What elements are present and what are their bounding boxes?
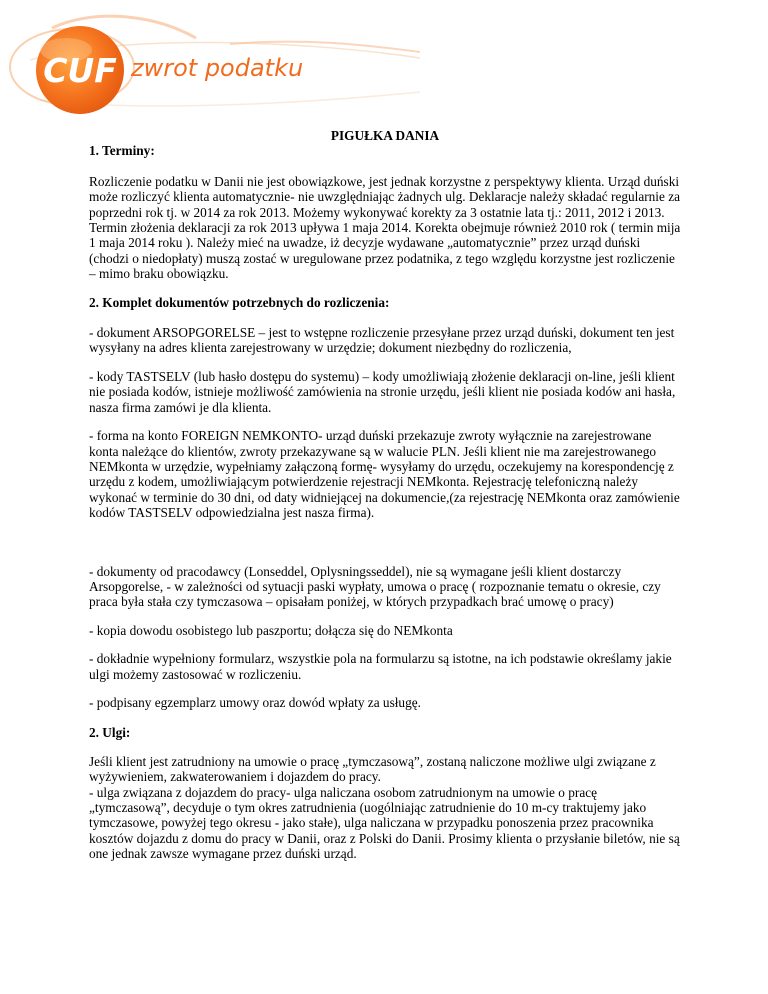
paragraph: Jeśli klient jest zatrudniony na umowie o pracę „tymczasową”, zostaną naliczone możliwe ulgi związane z wyżywieniem, zakwaterowaniem i dojazdem do pracy. <box>89 753 656 785</box>
document-body <box>89 124 681 862</box>
list-item: - forma na konto FOREIGN NEMKONTO- urząd duński przekazuje zwroty wyłącznie na zarejestrowane konta należące do klientów, zwroty przekazywane są w walucie PLN. Jeśli klient nie ma zarejestrowanego NEMkonta w urzędzie, wypełniamy załączoną formę- wysyłamy do urzędu, oczekujemy na korespondencję z urzędu z kodem, umożliwiającym potwierdzenie rejestracji NEMkonta. Rejestrację telefoniczną należy wykonać w terminie do 30 dni, od daty widniejącej na dokumencie,(za rejestrację NEMkonta oraz zamówienie kodów TASTSELV odpowiedzialna jest nasza firma). <box>89 428 680 521</box>
cuf-logo <box>0 0 768 126</box>
paragraph: Rozliczenie podatku w Danii nie jest obowiązkowe, jest jednak korzystne z perspektywy klienta. Urząd duński może rozliczyć klienta automatycznie- nie uwzględniając żadnych ulg. Deklaracje należy składać regularnie za poprzedni rok tj. w 2014 za rok 2013. Możemy wykonywać korekty za 3 ostatnie lata tj.: 2011, 2012 i 2013. Termin złożenia deklaracji za rok 2013 upływa 1 maja 2014. Korekta obejmuje również 2010 rok ( termin mija 1 maja 2014 roku ). Należy mieć na uwadze, iż decyzje wydawane „automatycznie” przez urząd duński (chodzi o niedopłaty) muszą zostać w uregulowane przez podatnika, z tego względu korzystne jest rozliczenie – mimo braku obowiązku. <box>89 173 681 282</box>
list-item: - dokumenty od pracodawcy (Lonseddel, Oplysningsseddel), nie są wymagane jeśli klient dostarczy Arsopgorelse, - w zależności od sytuacji paski wypłaty, umowa o pracę ( rozpoznanie tematu o okresie, czy praca była stała czy tymczasowa – opisałam poniżej, w których przypadkach brać umowę o pracy) <box>89 563 661 610</box>
list-item: - kopia dowodu osobistego lub paszportu; dołącza się do NEMkonta <box>89 622 453 638</box>
list-item: - kody TASTSELV (lub hasło dostępu do systemu) – kody umożliwiają złożenie deklaracji on-line, jeśli klient nie posiada kodów, istnieje możliwość zamówienia na stronie urzędu, jeśli klient nie posiada kodów ani hasła, nasza firma zamówi je dla klienta. <box>89 368 676 415</box>
logo-text: CUF <box>43 51 117 90</box>
list-item: - dokument ARSOPGORELSE – jest to wstępne rozliczenie przesyłane przez urząd duński, dokument ten jest wysyłany na adres klienta zarejestrowany w urzędzie; dokument niezbędny do rozliczenia, <box>89 325 675 356</box>
section-heading-dokumenty: 2. Komplet dokumentów potrzebnych do rozliczenia: <box>89 294 390 310</box>
section-heading-ulgi: 2. Ulgi: <box>89 725 131 741</box>
document-title: PIGUŁKA DANIA <box>330 128 440 143</box>
list-item: - podpisany egzemplarz umowy oraz dowód wpłaty za usługę. <box>89 694 421 710</box>
list-item: - dokładnie wypełniony formularz, wszystkie pola na formularzu są istotne, na ich podstawie określamy jakie ulgi możemy zastosować w rozliczeniu. <box>89 651 672 682</box>
header <box>0 0 768 126</box>
paragraph: - ulga związana z dojazdem do pracy- ulga naliczana osobom zatrudnionym na umowie o pracę „tymczasową”, decyduje o tym okres zatrudnienia (uogólniając zatrudnienie do 10 m-cy traktujemy jako tymczasowe, powyżej tego okresu - jako stałe), ulga naliczana w przypadku ponoszenia przez pracownika kosztów dojazdu z domu do pracy w Danii, oraz z Polski do Danii. Prosimy klienta o przysłanie biletów, nie są one jednak zawsze wymagane przez duński urząd. <box>89 784 680 862</box>
section-heading-terminy: 1. Terminy: <box>89 143 155 159</box>
tagline: zwrot podatku <box>131 54 304 82</box>
